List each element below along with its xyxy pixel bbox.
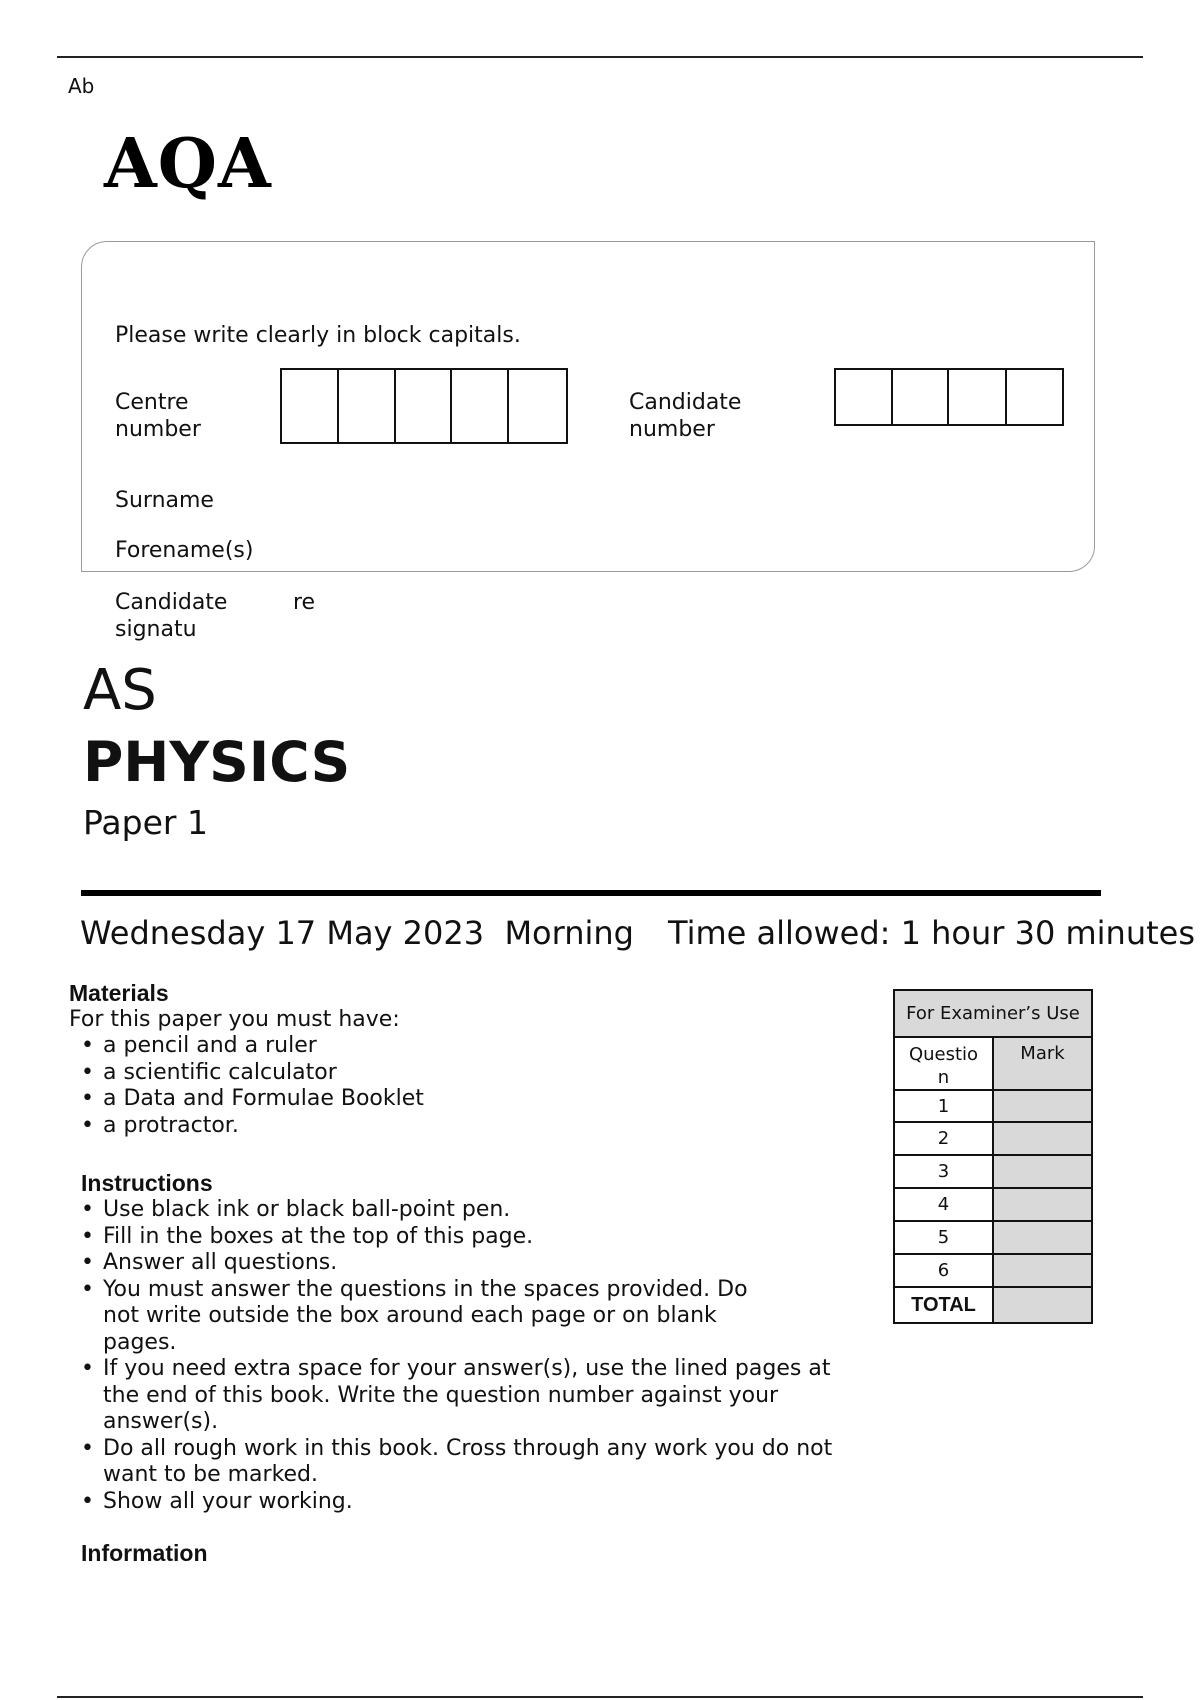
signature-label [115, 589, 227, 643]
qualification-level: AS [83, 658, 157, 723]
table-row: 2 [894, 1122, 1092, 1155]
centre-number-digit-5[interactable] [509, 370, 566, 442]
time-allowed: Time allowed: 1 hour 30 minutes [668, 914, 1195, 952]
signature-label-line2: signatu [115, 617, 197, 642]
list-item: • a pencil and a ruler [81, 1033, 317, 1058]
centre-number-digit-4[interactable] [452, 370, 509, 442]
candidate-number-digit-2[interactable] [893, 370, 949, 424]
centre-label-line1: Centre [115, 390, 189, 415]
instructions-section [69, 1170, 849, 1515]
table-row: 6 [894, 1254, 1092, 1287]
list-item: • Do all rough work in this book. Cross through any work you do not want to be marked. [81, 1435, 833, 1487]
candidate-number-label [629, 389, 741, 443]
mark-column-header: Mark [993, 1037, 1092, 1090]
materials-heading: Materials [69, 980, 169, 1006]
table-row: 4 [894, 1188, 1092, 1221]
forenames-label: Forename(s) [115, 538, 254, 563]
instructions-list [69, 1197, 849, 1515]
subject-title: PHYSICS [83, 730, 351, 794]
exam-date-session [80, 914, 634, 952]
signature-field[interactable] [340, 584, 1070, 624]
list-item: • If you need extra space for your answer(s), use the lined pages at the end of this book. Write the question number against your answer(s). [81, 1356, 831, 1434]
mark-cell [993, 1254, 1092, 1287]
examiner-use-title: For Examiner’s Use [894, 990, 1092, 1037]
candidate-label-line1: Candidate [629, 390, 742, 415]
list-item: • Answer all questions. [81, 1250, 338, 1275]
materials-section [69, 980, 829, 1139]
centre-number-boxes [280, 368, 568, 444]
candidate-label-line2: number [629, 417, 715, 442]
exam-date: Wednesday 17 May 2023 [80, 914, 485, 952]
centre-number-digit-2[interactable] [339, 370, 396, 442]
list-item: • You must answer the questions in the spaces provided. Do not write outside the box around each page or on blank pages. [81, 1276, 748, 1355]
materials-intro: For this paper you must have: [69, 1007, 400, 1032]
centre-label-line2: number [115, 417, 201, 442]
signature-label-line1: Candidate [115, 590, 228, 615]
list-item: • a Data and Formulae Booklet [81, 1086, 424, 1111]
total-label: TOTAL [894, 1287, 993, 1323]
mark-cell [993, 1155, 1092, 1188]
mark-cell [993, 1221, 1092, 1254]
candidate-number-digit-3[interactable] [949, 370, 1007, 424]
exam-session: Morning [504, 914, 634, 952]
centre-number-digit-3[interactable] [396, 370, 452, 442]
centre-number-digit-1[interactable] [282, 370, 339, 442]
mark-cell [993, 1122, 1092, 1155]
instructions-heading: Instructions [81, 1170, 213, 1196]
paper-number: Paper 1 [83, 803, 208, 842]
divider-rule [81, 890, 1101, 896]
list-item: • a protractor. [81, 1112, 239, 1138]
surname-field[interactable] [330, 478, 1070, 512]
materials-list [69, 1033, 829, 1139]
aqa-logo: AQA [104, 124, 272, 204]
candidate-number-boxes [834, 368, 1064, 426]
list-item: • Fill in the boxes at the top of this page. [81, 1223, 534, 1249]
block-capitals-instruction: Please write clearly in block capitals. [115, 323, 521, 348]
mark-cell [993, 1188, 1092, 1221]
table-row: 1 [894, 1090, 1092, 1122]
mark-cell [993, 1090, 1092, 1122]
top-rule [57, 56, 1143, 58]
header-text: Ab [68, 74, 95, 98]
bottom-rule [57, 1696, 1143, 1698]
list-item: • a scientific calculator [81, 1059, 337, 1085]
list-item: • Use black ink or black ball-point pen. [81, 1197, 511, 1222]
total-row [894, 1287, 1092, 1323]
signature-label-tail: re [293, 590, 316, 615]
surname-label: Surname [115, 488, 214, 513]
list-item: • Show all your working. [81, 1488, 353, 1514]
forenames-field[interactable] [330, 528, 1070, 562]
information-heading: Information [81, 1540, 208, 1566]
table-row: 3 [894, 1155, 1092, 1188]
candidate-number-digit-1[interactable] [836, 370, 893, 424]
question-column-header: Questio n [894, 1037, 993, 1090]
examiner-use-table [893, 989, 1093, 1324]
centre-number-label [115, 389, 201, 443]
table-row: 5 [894, 1221, 1092, 1254]
total-mark-cell [993, 1287, 1092, 1323]
candidate-number-digit-4[interactable] [1007, 370, 1062, 424]
